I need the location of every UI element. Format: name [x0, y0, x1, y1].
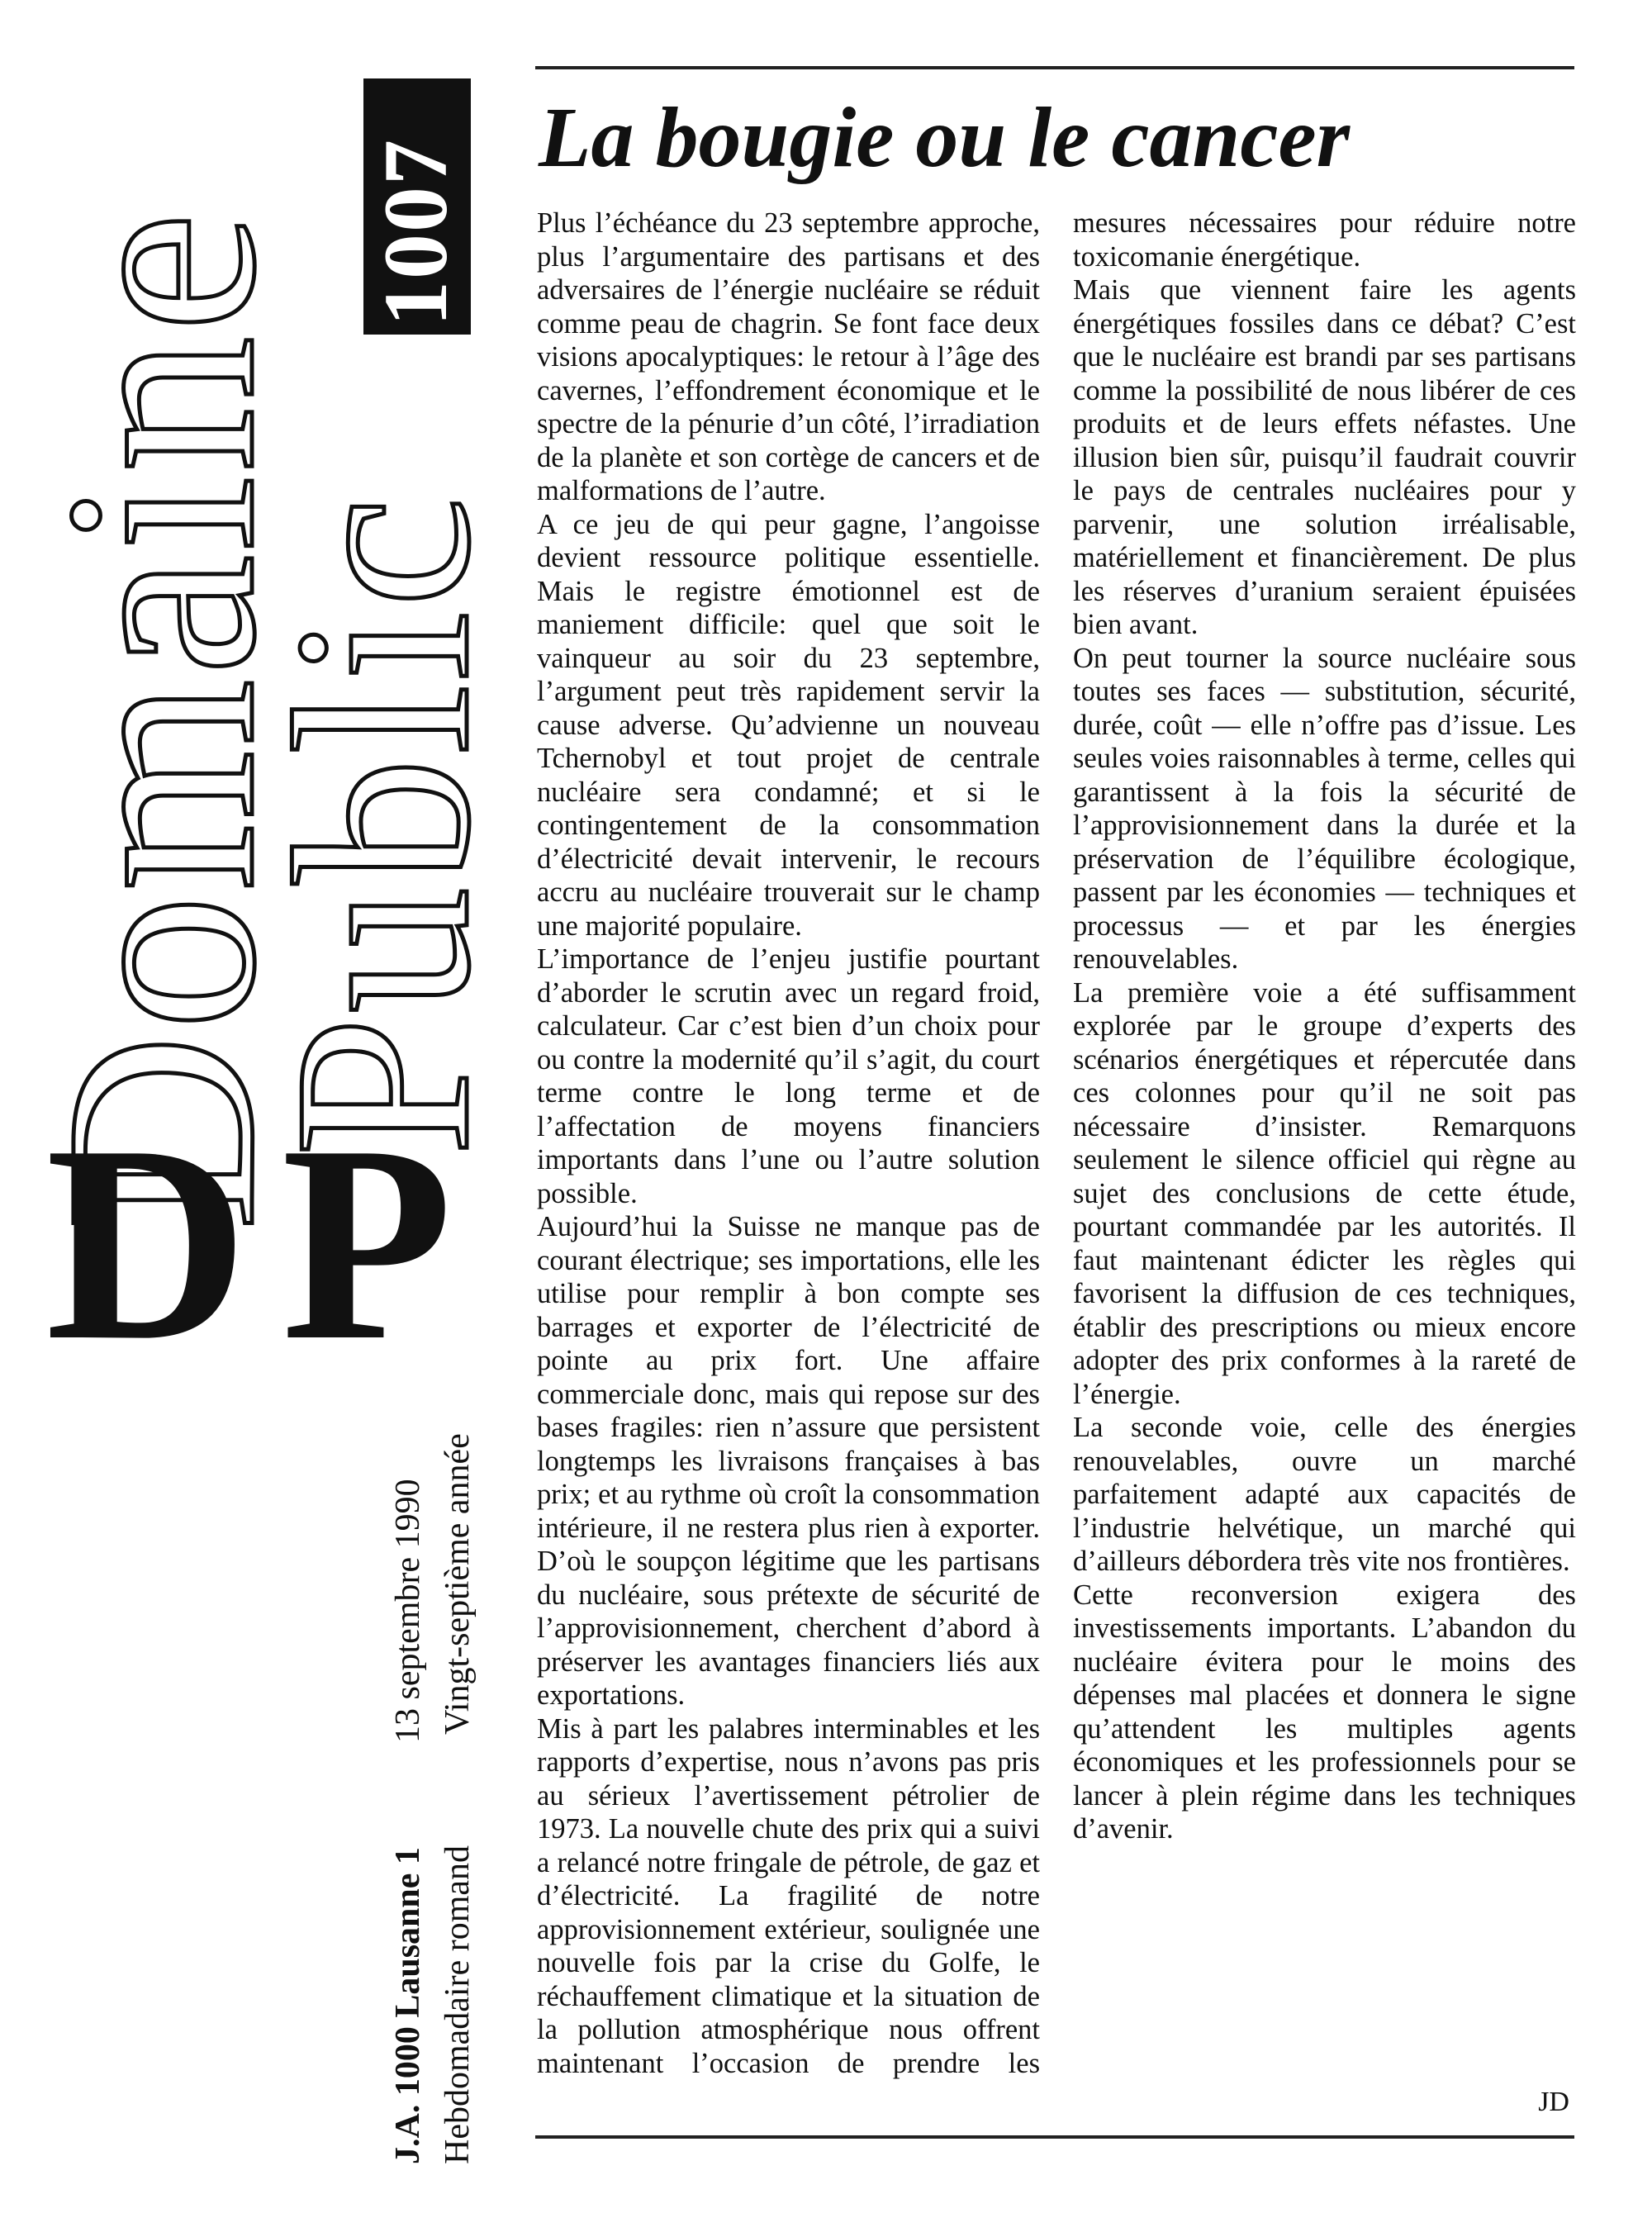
publication-year: Vingt-septième année — [439, 1433, 477, 1735]
author-signature: JD — [1538, 2087, 1569, 2117]
article-paragraph: Cette reconversion exigera des investissements importants. L’abandon du nucléaire évitera pour le moins des dépenses mal placées et donnera le signe qu’attendent les multiples agents économiques et les professionnels pour se lancer à plein régime dans les techniques d’avenir. — [1073, 1579, 1576, 1845]
article-paragraph: Aujourd’hui la Suisse ne manque pas de courant électrique; ses importations, elle les utilise pour remplir à bon compte ses barrages et exporter de l’électricité de pointe au prix fort. Une affaire commerciale donc, mais qui repose sur des bases fragiles: rien n’assure que persistent longtemps les livraisons françaises à bas prix; et au rythme où croît la consommation intérieure, il ne restera plus rien à exporter. D’où le soupçon légitime que les partisans du nucléaire, sous prétexte de sécurité de l’approvisionnement, cherchent d’abord à préserver les avantages financiers liés aux exportations. — [537, 1211, 1040, 1711]
postal-mark: J.A. 1000 Lausanne 1 — [389, 1847, 427, 2164]
bottom-rule — [535, 2135, 1574, 2139]
article-paragraph: La première voie a été suffisamment explorée par le groupe d’experts des scénarios énergétiques et répercutée dans ces colonnes pour qu’il ne soit pas nécessaire d’insister. Remarquons seulement le silence officiel qui règne au sujet des conclusions de cette étude, pourtant commandée par les autorités. Il faut maintenant édicter les règles qui favorisent la diffusion de ces techniques, établir des prescriptions ou mieux encore adopter des prix conformes à la rareté de l’énergie. — [1073, 976, 1576, 1410]
issue-number-box — [363, 78, 471, 335]
masthead-public: Public — [242, 492, 521, 1156]
article-paragraph: La seconde voie, celle des énergies renouvelables, ouvre un marché parfaitement adapté aux capacités de l’industrie helvétique, un marché qui d’ailleurs débordera très vite nos frontières. — [1073, 1412, 1576, 1577]
article-paragraph: A ce jeu de qui peur gagne, l’angoisse devient ressource politique essentielle. Mais le registre émotionnel est de maniement difficile: quel que soit le vainqueur au soir du 23 septembre, l’argument peut très rapidement servir la cause adverse. Qu’advienne un nouveau Tchernobyl et tout projet de centrale nucléaire sera condamné; et si le contingentement de la consommation d’électricité devait intervenir, le recours accru au nucléaire trouverait sur le champ une majorité populaire. — [537, 508, 1040, 942]
masthead-domaine: Domaine — [10, 208, 311, 1231]
top-rule — [535, 66, 1574, 69]
article-paragraph: On peut tourner la source nucléaire sous toutes ses faces — substitution, sécurité, durée, coût — elle n’offre pas d’issue. Les seules voies raisonnables à terme, celles qui garantissent à la fois la sécurité de l’approvisionnement dans la durée et la préservation de l’équilibre écologique, passent par les économies — techniques et processus — et par les énergies renouvelables. — [1073, 642, 1576, 975]
article-paragraph: Plus l’échéance du 23 septembre approche, plus l’argumentaire des partisans et des adversaires de l’énergie nucléaire se réduit comme peau de chagrin. Se font face deux visions apocalyptiques: le retour à l’âge des cavernes, l’effondrement économique et le spectre de la pénurie d’un côté, l’irradiation de la planète et son cortège de cancers et de malformations de l’autre. — [537, 207, 1040, 506]
issue-number: 1007 — [365, 138, 466, 326]
masthead-initials: DP — [45, 1087, 487, 1399]
masthead — [0, 0, 521, 2213]
article-paragraph: Mis à part les palabres interminables et les rapports d’expertise, nous n’avons pas pris au sérieux l’avertissement pétrolier de 1973. La nouvelle chute des prix qui a suivi a relancé notre fringale de pétrole, de gaz et d’électricité. La fragilité de notre approvisionnement extérieur, soulignée une nouvelle fois par la crise du Golfe, le réchauffement climatique et la situation de la pollution atmosphérique nous offrent maintenant l’occasion de prendre les mesures nécessaires pour réduire notre toxicomanie énergétique. — [537, 207, 1576, 2079]
article-paragraph: Mais que viennent faire les agents énergétiques fossiles dans ce débat? C’est que le nucléaire est brandi par ses partisans comme la possibilité de nous libérer de ces produits et de leurs effets néfastes. Une illusion bien sûr, puisqu’il faudrait couvrir le pays de centrales nucléaires pour y parvenir, une solution irréalisable, matériellement et financièrement. De plus les réserves d’uranium seraient épuisées bien avant. — [1073, 274, 1576, 640]
article-title: La bougie ou le cancer — [539, 90, 1351, 185]
article-body — [537, 207, 1576, 2082]
publication-frequency: Hebdomadaire romand — [439, 1845, 477, 2164]
issue-date: 13 septembre 1990 — [389, 1479, 427, 1743]
article-paragraph: L’importance de l’enjeu justifie pourtant d’aborder le scrutin avec un regard froid, calculateur. Car c’est bien d’un choix pour ou contre la modernité qu’il s’agit, du court terme contre le long terme et de l’affectation de moyens financiers importants dans l’une ou l’autre solution possible. — [537, 943, 1040, 1209]
